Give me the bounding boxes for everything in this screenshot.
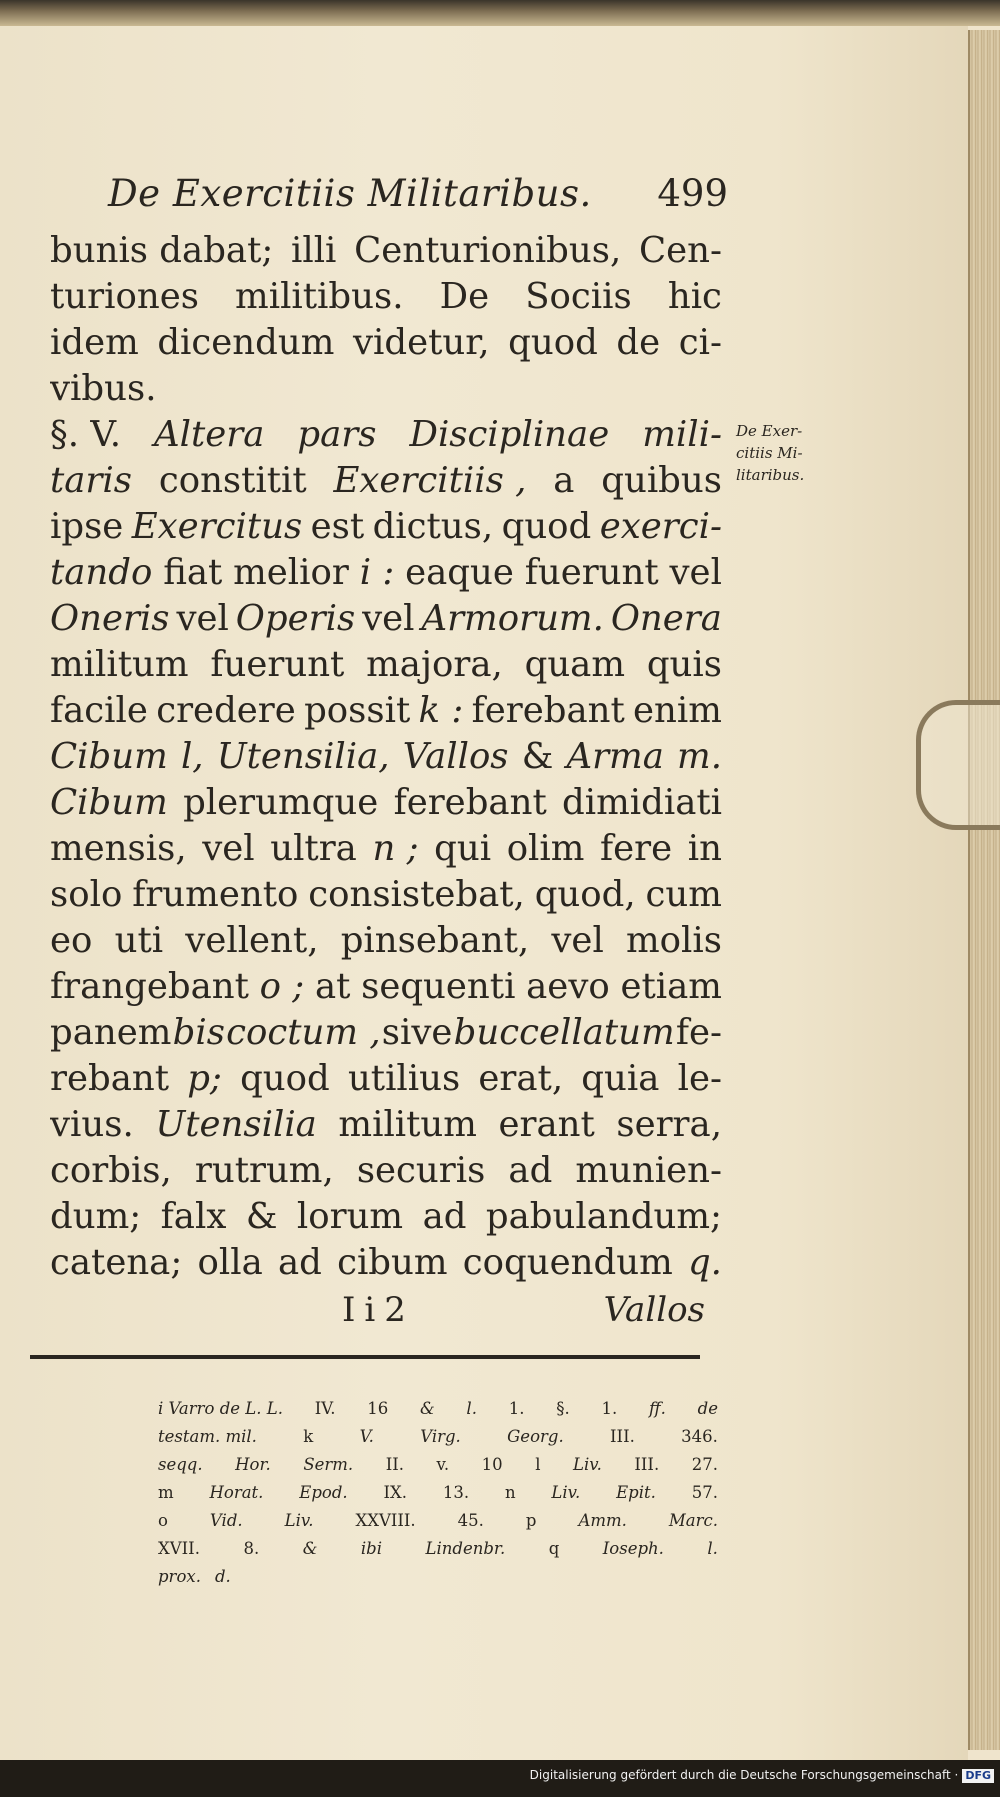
word: quam	[524, 644, 626, 685]
word: eaque	[405, 552, 514, 593]
signature-line	[50, 1290, 705, 1334]
word: Cibum	[50, 782, 168, 823]
word: turiones	[50, 276, 199, 317]
book-fore-edge	[968, 30, 1000, 1750]
footnote-word: Georg.	[507, 1427, 564, 1446]
footnote-word: IV.	[314, 1399, 336, 1418]
footnote-word: Epod.	[299, 1483, 348, 1502]
word: plerumque	[183, 782, 379, 823]
word: fuerunt	[210, 644, 345, 685]
word: frangebant	[50, 966, 249, 1007]
word: pinsebant,	[340, 920, 530, 961]
word: illi	[291, 230, 337, 271]
word: melior	[233, 552, 349, 593]
footnote-word: Serm.	[303, 1455, 354, 1474]
body-line	[50, 274, 722, 320]
footnote-word: 1.	[508, 1399, 525, 1418]
footnote-rule	[30, 1355, 700, 1359]
word: &	[245, 1196, 278, 1237]
word: sequenti	[361, 966, 516, 1007]
word: i :	[359, 552, 395, 593]
footnote-word: 8.	[243, 1539, 260, 1558]
catchword: Vallos	[603, 1290, 705, 1330]
word: quod	[240, 1058, 330, 1099]
word: panem	[50, 1012, 172, 1053]
word: olim	[506, 828, 585, 869]
footnote-word: Epit.	[616, 1483, 656, 1502]
word: ci-	[678, 322, 722, 363]
word: vel	[176, 598, 229, 639]
footnote-word: Virg.	[420, 1427, 461, 1446]
word: molis	[626, 920, 722, 961]
body-line	[50, 1010, 722, 1056]
digitization-credit	[530, 1768, 994, 1783]
body-line	[50, 1194, 722, 1240]
word: vius.	[50, 1104, 134, 1145]
word: Utensilia,	[216, 736, 390, 777]
credit-text: Digitalisierung gefördert durch die Deutsche Forschungsgemeinschaft ·	[529, 1768, 959, 1782]
footnote-line	[158, 1507, 718, 1535]
body-line	[50, 366, 722, 412]
footnote-word: XXVIII.	[355, 1511, 416, 1530]
word: cum	[645, 874, 722, 915]
word: militibus.	[235, 276, 404, 317]
body-line	[50, 504, 722, 550]
body-line	[50, 596, 722, 642]
word: in	[687, 828, 722, 869]
word: quod	[501, 506, 592, 547]
word: facile	[50, 690, 148, 731]
word: militum	[338, 1104, 477, 1145]
marginal-note-line: De Exer-	[736, 422, 803, 440]
word: l,	[180, 736, 204, 777]
footnote-line	[158, 1535, 718, 1563]
word: ultra	[270, 828, 357, 869]
footnote-word: 10	[481, 1455, 503, 1474]
footnote-word: 57.	[691, 1483, 718, 1502]
footnote-line	[158, 1423, 718, 1451]
body-line	[50, 550, 722, 596]
word: olla	[197, 1242, 263, 1283]
word: ipse	[50, 506, 124, 547]
body-line	[50, 1148, 722, 1194]
word: quis	[646, 644, 722, 685]
word: rebant	[50, 1058, 169, 1099]
body-line	[50, 320, 722, 366]
footnote-word: p	[525, 1511, 537, 1530]
marginal-note-line: litaribus.	[736, 466, 805, 484]
dfg-logo: DFG	[962, 1769, 994, 1783]
footnote-word: 16	[367, 1399, 389, 1418]
footnote-word: XVII.	[158, 1539, 200, 1558]
footnote-word: testam. mil.	[158, 1427, 257, 1446]
body-line	[50, 1056, 722, 1102]
word: sive	[381, 1012, 453, 1053]
word: quibus	[601, 460, 722, 501]
body-line	[50, 642, 722, 688]
word: ad	[422, 1196, 467, 1237]
footnote-word: Hor.	[235, 1455, 271, 1474]
word: a	[553, 460, 575, 501]
page-clip	[916, 700, 1000, 830]
word: Altera	[154, 414, 265, 455]
word: quod	[508, 322, 598, 363]
footnote-word: ff.	[648, 1399, 666, 1418]
body-line	[50, 918, 722, 964]
word: hic	[667, 276, 722, 317]
body-line	[50, 1102, 722, 1148]
body-line	[50, 412, 722, 458]
footnote-word: &	[302, 1539, 318, 1558]
footnote-line	[158, 1451, 718, 1479]
footnote-word: II.	[385, 1455, 404, 1474]
word: vel	[202, 828, 255, 869]
word: ad	[277, 1242, 322, 1283]
word: q.	[687, 1242, 722, 1283]
marginal-note-line: citiis Mi-	[736, 444, 803, 462]
word: rutrum,	[194, 1150, 334, 1191]
word: serra,	[616, 1104, 722, 1145]
word: majora,	[366, 644, 503, 685]
footnote-word: l	[535, 1455, 541, 1474]
footnote-word: Liv.	[551, 1483, 581, 1502]
word: ad	[508, 1150, 553, 1191]
footnote-word: v.	[436, 1455, 450, 1474]
footnote-word: prox.	[158, 1567, 201, 1586]
word: utilius	[347, 1058, 461, 1099]
body-line	[50, 826, 722, 872]
word: coctum ,	[226, 1012, 381, 1053]
word: enim	[633, 690, 722, 731]
word: Exercitus	[131, 506, 303, 547]
word: Arma	[566, 736, 664, 777]
word: Oneris	[50, 598, 170, 639]
word: consistebat,	[308, 874, 525, 915]
footnote-word: 13.	[442, 1483, 470, 1502]
footnote-word: n	[504, 1483, 516, 1502]
word: tando	[50, 552, 153, 593]
footnote-word: m	[158, 1483, 174, 1502]
body-text	[50, 228, 722, 1286]
word: aevo	[526, 966, 610, 1007]
word: vel	[362, 598, 415, 639]
word: vibus.	[50, 368, 157, 409]
word: de	[616, 322, 661, 363]
footnote-word: Liv.	[573, 1455, 602, 1474]
word: Armorum.	[421, 598, 604, 639]
footnote-word: V.	[359, 1427, 374, 1446]
word: militum	[50, 644, 189, 685]
word: ferebant	[471, 690, 625, 731]
footnote-word: Lindenbr.	[425, 1539, 506, 1558]
word: erat,	[478, 1058, 564, 1099]
word: videtur,	[352, 322, 490, 363]
word: k :	[418, 690, 464, 731]
word: est	[310, 506, 365, 547]
word: §. V.	[50, 414, 122, 455]
marginal-note	[736, 420, 856, 486]
word: fe-	[675, 1012, 722, 1053]
word: cibum	[337, 1242, 448, 1283]
word: catena;	[50, 1242, 183, 1283]
body-line	[50, 688, 722, 734]
word: munien-	[575, 1150, 722, 1191]
running-head	[108, 172, 728, 220]
footnote-word: III.	[634, 1455, 660, 1474]
word: dimidiati	[562, 782, 722, 823]
word: vellent,	[185, 920, 319, 961]
word: &	[521, 736, 554, 777]
body-line	[50, 458, 722, 504]
footnote-word: 45.	[457, 1511, 484, 1530]
word: falx	[160, 1196, 227, 1237]
word: Utensilia	[155, 1104, 317, 1145]
word: p;	[187, 1058, 222, 1099]
body-line	[50, 780, 722, 826]
word: pars	[297, 414, 377, 455]
word: possit	[304, 690, 411, 731]
word: Exercitiis ,	[333, 460, 527, 501]
word: coquendum	[462, 1242, 673, 1283]
word: credere	[156, 690, 296, 731]
book-top-edge	[0, 0, 1000, 26]
word: vel	[669, 552, 722, 593]
footnote-word: seqq.	[158, 1455, 203, 1474]
word: Cibum	[50, 736, 168, 777]
word: Centurionibus,	[354, 230, 622, 271]
footnote-word: 27.	[691, 1455, 718, 1474]
word: lorum	[296, 1196, 404, 1237]
footnote-word: Horat.	[209, 1483, 264, 1502]
word: Cen-	[638, 230, 722, 271]
word: pabulandum;	[485, 1196, 722, 1237]
word: Operis	[235, 598, 356, 639]
body-line	[50, 872, 722, 918]
footnotes	[158, 1395, 718, 1591]
footnote-word: q	[548, 1539, 560, 1558]
footnote-word: &	[419, 1399, 435, 1418]
footnote-word: l.	[466, 1399, 477, 1418]
body-line	[50, 964, 722, 1010]
footnote-line	[158, 1479, 718, 1507]
footnote-word: ibi	[360, 1539, 383, 1558]
footnote-word: o	[158, 1511, 168, 1530]
footnote-word: IX.	[383, 1483, 407, 1502]
word: vel	[551, 920, 604, 961]
word: Disciplinae	[409, 414, 610, 455]
word: dictus,	[372, 506, 494, 547]
footnote-word: Amm.	[578, 1511, 627, 1530]
word: fiat	[163, 552, 223, 593]
footnote-line	[158, 1395, 718, 1423]
footnote-word: §.	[556, 1399, 570, 1418]
word: dum;	[50, 1196, 142, 1237]
word: ferebant	[393, 782, 547, 823]
footnote-word: 1.	[601, 1399, 618, 1418]
word: erant	[498, 1104, 595, 1145]
word: m.	[677, 736, 722, 777]
page-number: 499	[657, 172, 728, 215]
footnote-word: l.	[707, 1539, 718, 1558]
word: buccellatum	[453, 1012, 675, 1053]
word: mili-	[642, 414, 722, 455]
footnote-word: i Varro de L. L.	[158, 1399, 283, 1418]
word: Sociis	[525, 276, 632, 317]
word: quod,	[534, 874, 636, 915]
word: uti	[114, 920, 164, 961]
word: securis	[356, 1150, 486, 1191]
word: bunis dabat;	[50, 230, 274, 271]
word: quia	[581, 1058, 660, 1099]
word: etiam	[620, 966, 722, 1007]
body-line	[50, 734, 722, 780]
word: qui	[434, 828, 492, 869]
word: frumento	[132, 874, 299, 915]
body-line	[50, 228, 722, 274]
body-line	[50, 1240, 722, 1286]
word: mensis,	[50, 828, 187, 869]
word: corbis,	[50, 1150, 172, 1191]
word: taris	[50, 460, 132, 501]
word: le-	[677, 1058, 722, 1099]
footnote-word: k	[303, 1427, 314, 1446]
word: Onera	[610, 598, 722, 639]
word: De	[439, 276, 490, 317]
footnote-word: III.	[610, 1427, 635, 1446]
word: o ;	[259, 966, 305, 1007]
footnote-word: Marc.	[668, 1511, 718, 1530]
word: n ;	[372, 828, 419, 869]
word: dicendum	[157, 322, 335, 363]
word: at	[314, 966, 351, 1007]
word: fere	[600, 828, 673, 869]
word: solo	[50, 874, 123, 915]
footnote-word: de	[697, 1399, 718, 1418]
word: constitit	[158, 460, 307, 501]
word: Vallos	[402, 736, 509, 777]
word: exerci-	[599, 506, 722, 547]
footnote-line	[158, 1563, 718, 1591]
footnote-word: Liv.	[284, 1511, 314, 1530]
signature-mark: Ii2	[342, 1290, 415, 1330]
footnote-word: Vid.	[209, 1511, 243, 1530]
word: fuerunt	[524, 552, 659, 593]
word: idem	[50, 322, 139, 363]
footnote-word: d.	[214, 1567, 231, 1586]
footnote-word: 346.	[681, 1427, 718, 1446]
running-title: De Exercitiis Militaribus.	[108, 172, 592, 215]
word: bis	[172, 1012, 225, 1053]
word: eo	[50, 920, 93, 961]
footnote-word: Ioseph.	[602, 1539, 664, 1558]
